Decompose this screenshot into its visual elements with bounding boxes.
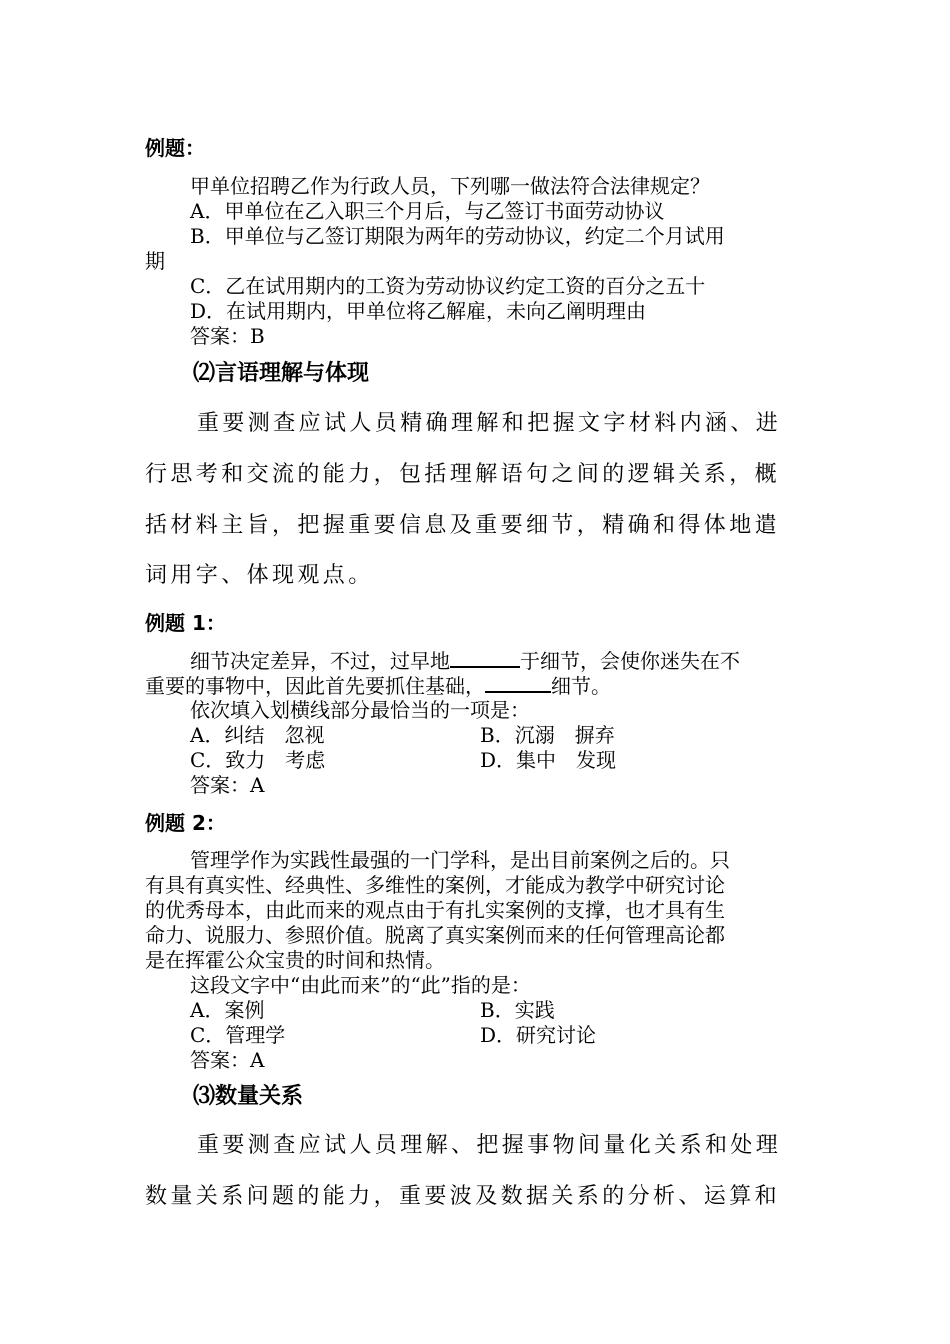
section-title: ⑶数量关系 [193,1084,304,1109]
section-title: ⑵言语理解与体现 [193,361,370,386]
passage-line: 管理学作为实践性最强的一门学科，是出目前案例之后的。只 [190,848,730,872]
question-text: 甲单位招聘乙作为行政人员，下列哪一做法符合法律规定？ [190,174,710,198]
option-b-continued: 期 [145,249,165,273]
question-prompt: 这段文字中“由此而来”的“此”指的是： [190,973,531,997]
option-b: B．沉溺 摒弃 [480,723,615,747]
question-prompt: 依次填入划横线部分最恰当的一项是： [190,698,530,722]
answer: 答案：A [190,1048,265,1072]
example-heading: 例题 2： [145,811,226,835]
option-b: B．实践 [480,998,555,1022]
option-a: A．甲单位在乙入职三个月后，与乙签订书面劳动协议 [190,199,665,223]
section-paragraph-line: 括材料主旨，把握重要信息及重要细节，精确和得体地遣 [145,513,781,538]
option-c: C．乙在试用期内的工资为劳动协议约定工资的百分之五十 [190,274,706,298]
option-a: A．纠结 忽视 [190,723,325,747]
question-line [145,673,611,699]
passage-line: 命力、说服力、参照价值。脱离了真实案例而来的任何管理高论都 [145,923,725,947]
question-text: 于细节，会使你迷失在不 [520,649,740,673]
fill-blank [485,673,551,693]
example-heading: 例题： [145,136,205,160]
answer: 答案：A [190,773,265,797]
option-c: C．致力 考虑 [190,748,326,772]
section-paragraph-line: 行思考和交流的能力，包括理解语句之间的逻辑关系，概 [145,462,781,487]
section-paragraph-line: 重要测查应试人员理解、把握事物间量化关系和处理 [197,1133,782,1158]
passage-line: 有具有真实性、经典性、多维性的案例，才能成为教学中研究讨论 [145,873,725,897]
section-paragraph-line: 重要测查应试人员精确理解和把握文字材料内涵、进 [197,411,782,436]
option-b: B．甲单位与乙签订期限为两年的劳动协议，约定二个月试用 [190,224,725,248]
option-c: C．管理学 [190,1023,286,1047]
fill-blank [450,648,520,668]
question-text: 细节决定差异，不过，过早地 [190,649,450,673]
option-a: A．案例 [190,998,265,1022]
option-d: D．在试用期内，甲单位将乙解雇，未向乙阐明理由 [190,299,647,323]
answer: 答案：B [190,324,265,348]
question-text: 重要的事物中，因此首先要抓住基础， [145,674,485,698]
option-d: D．研究讨论 [480,1023,597,1047]
question-text: 细节。 [551,674,611,698]
section-paragraph-line: 数量关系问题的能力，重要波及数据关系的分析、运算和 [145,1184,781,1209]
example-heading: 例题 1： [145,611,226,635]
question-line [190,648,740,674]
section-paragraph-line: 词用字、体现观点。 [145,563,374,588]
option-d: D．集中 发现 [480,748,617,772]
passage-line: 的优秀母本，由此而来的观点由于有扎实案例的支撑，也才具有生 [145,898,725,922]
passage-line: 是在挥霍公众宝贵的时间和热情。 [145,948,445,972]
